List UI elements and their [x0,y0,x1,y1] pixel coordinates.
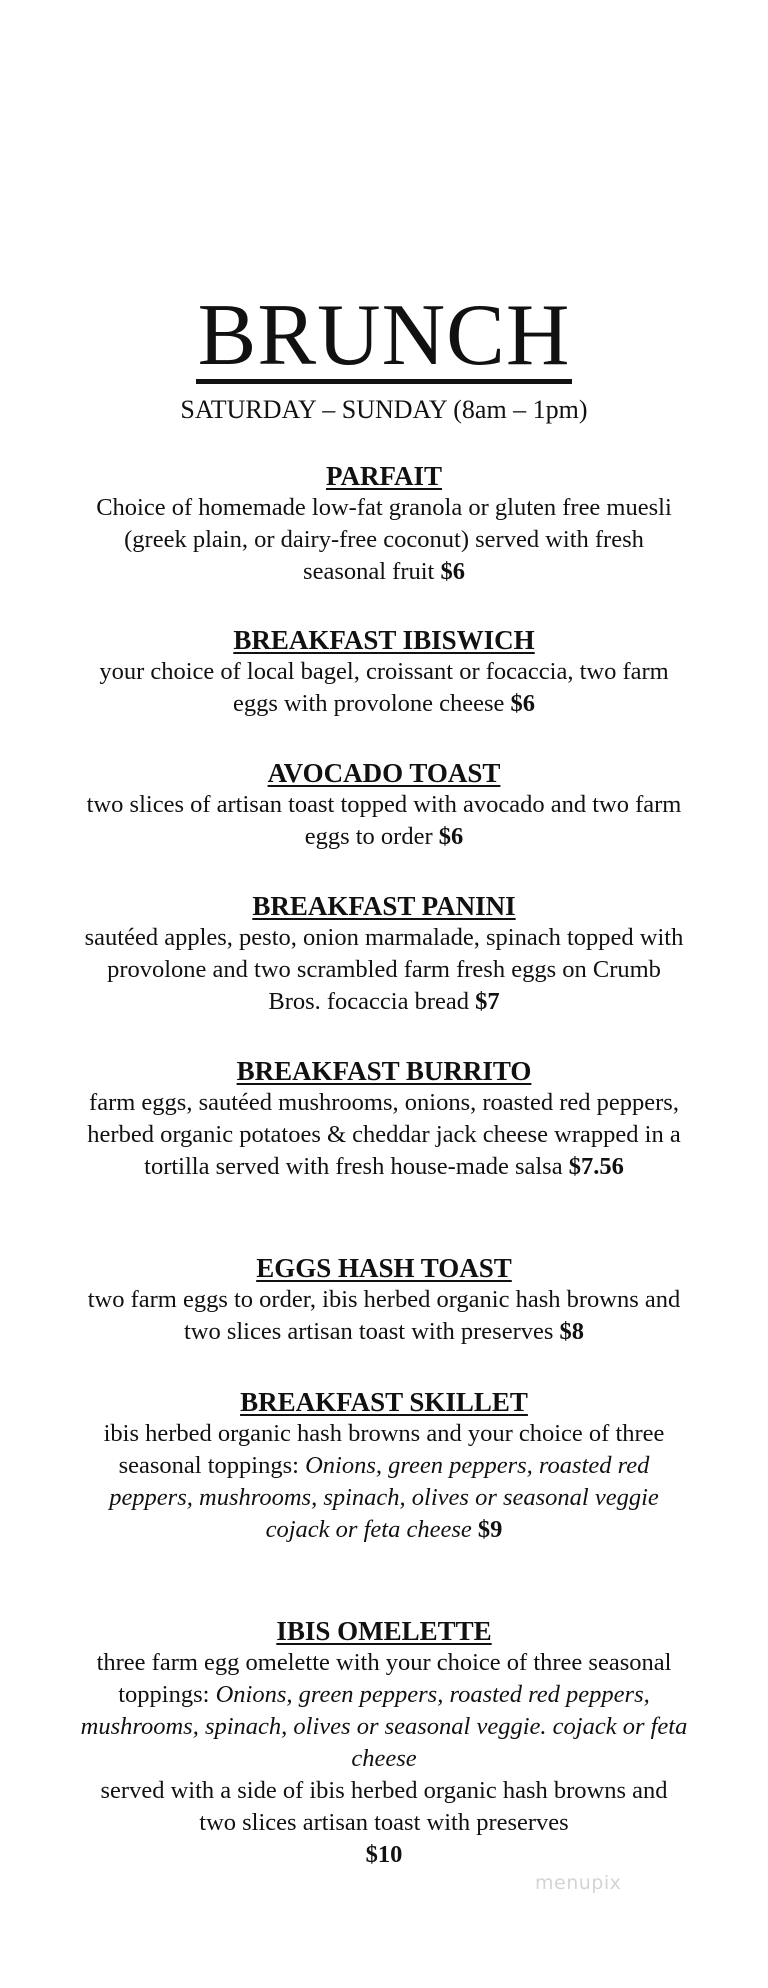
menu-item-breakfast-panini [80,890,688,1018]
menu-item-parfait [80,460,688,588]
item-description: sautéed apples, pesto, onion marmalade, spinach topped with provolone and two scrambled farm fresh eggs on Crumb Bros. focaccia bread $7 [84,924,684,1015]
item-price: $6 [510,690,536,717]
menu-item-ibis-omelette [80,1615,688,1871]
item-price: $8 [559,1318,585,1345]
item-toppings: Onions, green peppers, roasted red peppers, mushrooms, spinach, olives or seasonal veggie. cojack or feta cheese [80,1681,688,1772]
item-name: BREAKFAST SKILLET [240,1387,528,1417]
item-name: AVOCADO TOAST [267,758,501,788]
item-price: $6 [438,823,464,850]
item-description: your choice of local bagel, croissant or focaccia, two farm eggs with provolone cheese $6 [99,658,669,717]
menu-item-avocado-toast [80,757,688,853]
menu-item-breakfast-skillet [80,1386,688,1546]
item-name: PARFAIT [326,461,442,491]
item-sides: served with a side of ibis herbed organic hash browns and two slices artisan toast with preserves [100,1777,668,1836]
item-name: BREAKFAST IBISWICH [233,625,535,655]
item-price: $7 [475,988,500,1015]
title-container [0,287,768,384]
item-name: IBIS OMELETTE [276,1616,492,1646]
menu-hours: SATURDAY – SUNDAY (8am – 1pm) [180,395,588,424]
item-price: $9 [477,1516,503,1543]
menu-item-breakfast-burrito [80,1055,688,1183]
item-price: $6 [440,558,465,585]
item-price: $10 [365,1841,403,1868]
item-description: farm eggs, sautéed mushrooms, onions, roasted red peppers, herbed organic potatoes & cheddar jack cheese wrapped in a tortilla served with fresh house-made salsa $7.56 [87,1089,681,1180]
item-description: Choice of homemade low-fat granola or gluten free muesli (greek plain, or dairy-free coconut) served with fresh seasonal fruit $6 [96,494,672,585]
item-description: three farm egg omelette with your choice of three seasonal toppings: Onions, green peppers, roasted red peppers, mushrooms, spinach, olives or seasonal veggie. cojack or feta cheese served with a side of ibis herbed organic hash browns and two slices artisan toast with preserves $10 [80,1649,688,1868]
item-description: ibis herbed organic hash browns and your choice of three seasonal toppings: Onions, green peppers, roasted red peppers, mushrooms, spinach, olives or seasonal veggie cojack or feta cheese $9 [103,1420,665,1543]
item-name: BREAKFAST BURRITO [236,1056,532,1086]
item-toppings: Onions, green peppers, roasted red peppers, mushrooms, spinach, olives or seasonal veggie cojack or feta cheese [109,1452,659,1543]
menupix-watermark: menupix [535,1872,622,1894]
item-name: EGGS HASH TOAST [256,1253,512,1283]
item-description: two farm eggs to order, ibis herbed organic hash browns and two slices artisan toast with preserves $8 [87,1286,681,1345]
item-name: BREAKFAST PANINI [252,891,516,921]
menu-item-eggs-hash-toast [80,1252,688,1348]
menu-title: BRUNCH [197,287,571,384]
menu-item-breakfast-ibiswich [80,624,688,720]
item-description: two slices of artisan toast topped with avocado and two farm eggs to order $6 [86,791,682,850]
item-price: $7.56 [568,1153,624,1180]
